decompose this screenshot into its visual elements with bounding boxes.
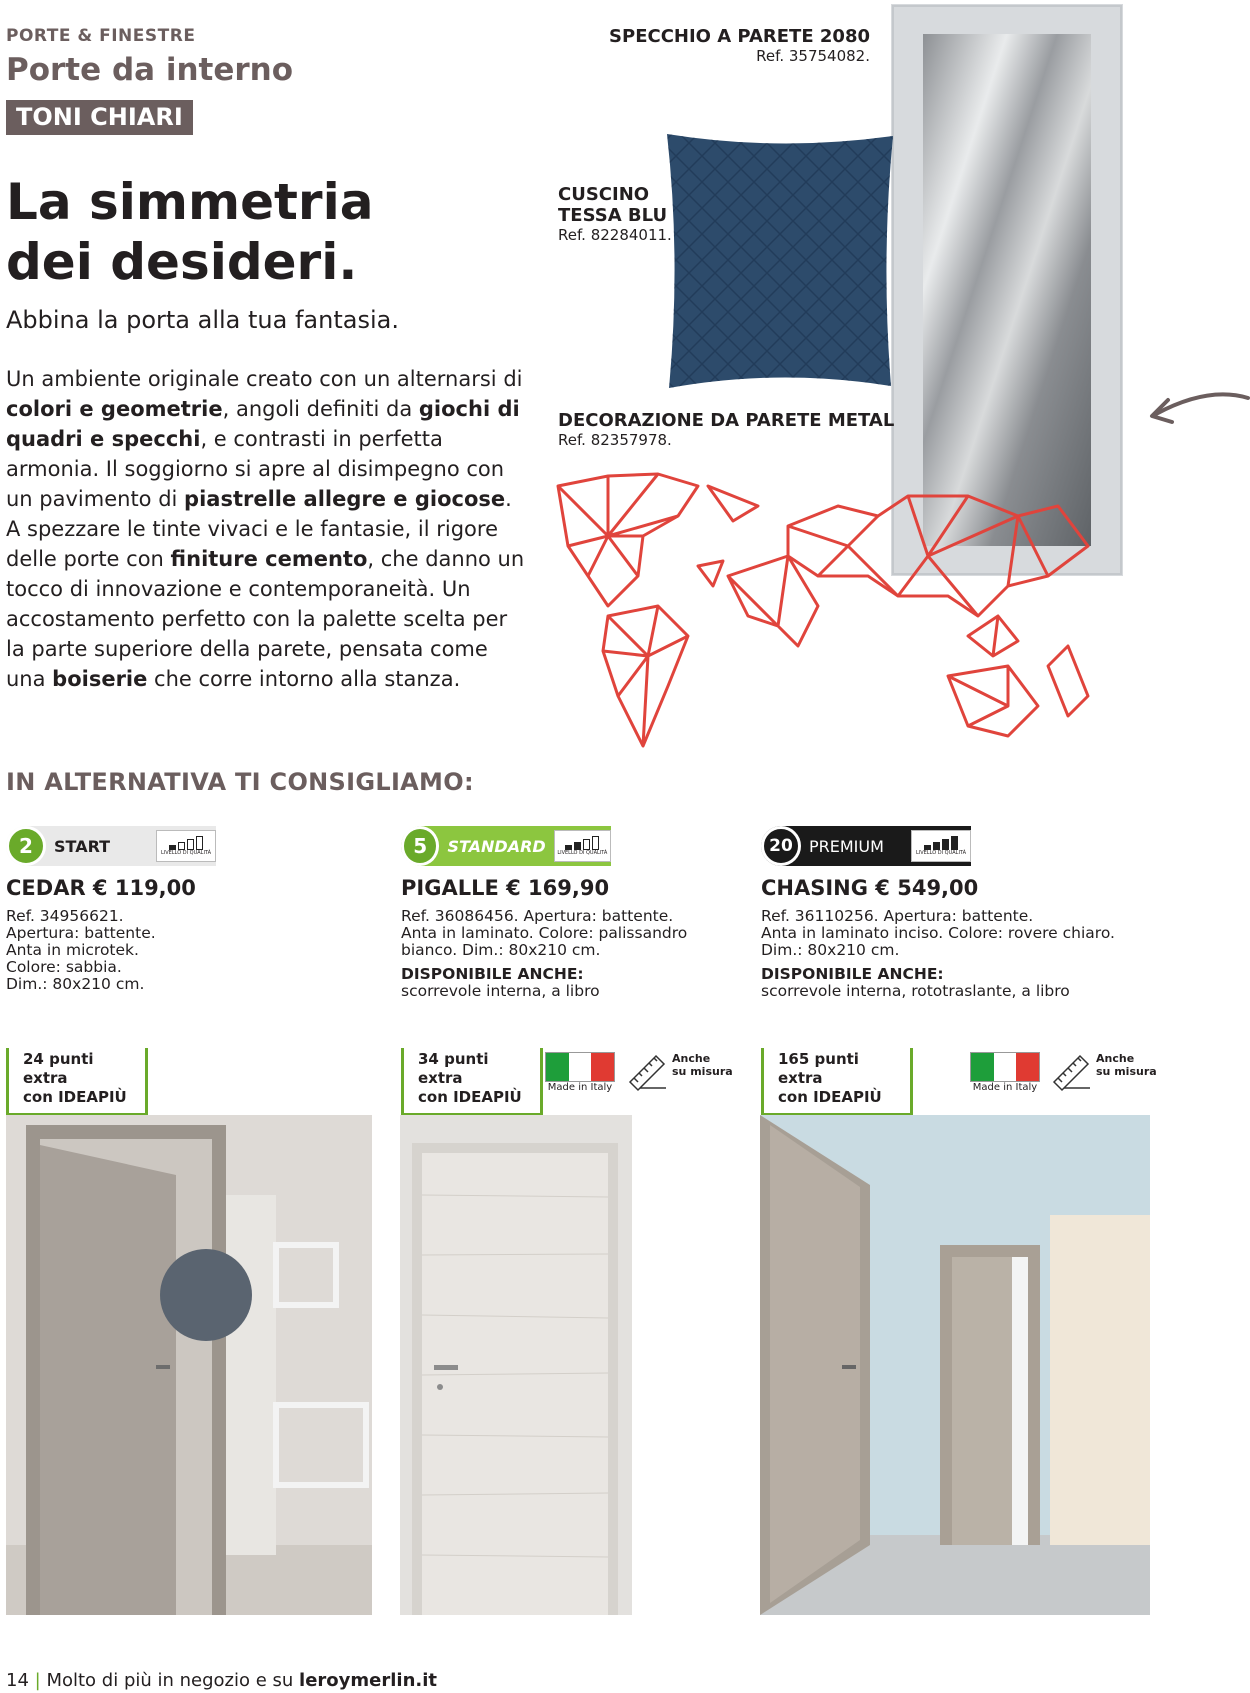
chasing-door-photo (760, 1115, 1150, 1615)
tier-label: PREMIUM (809, 836, 884, 856)
cushion-caption (558, 184, 672, 244)
made-in-italy-badge (970, 1052, 1040, 1093)
quality-level-label: LIVELLO DI QUALITÀ (915, 850, 967, 856)
points-line-1: 34 punti extra (418, 1050, 489, 1087)
desc-line: Anta in laminato. Colore: palissandro (401, 924, 688, 942)
product-card-chasing (761, 826, 1115, 1000)
made-in-italy-badge (545, 1052, 615, 1093)
available-heading: DISPONIBILE ANCHE: (761, 965, 944, 983)
cushion-ref: Ref. 82284011. (558, 226, 672, 244)
section-label: PORTE & FINESTRE (6, 26, 196, 46)
subheadline: Abbina la porta alla tua fantasia. (6, 306, 399, 334)
headline (6, 172, 373, 292)
paragraph-bold-segment: piastrelle allegre e giocose (184, 487, 506, 511)
points-line-1: 165 punti extra (778, 1050, 859, 1087)
points-line-2: con IDEAPIÙ (418, 1088, 522, 1106)
product-name: CEDAR € 119,00 (6, 876, 196, 900)
desc-line: bianco. Dim.: 80x210 cm. (401, 941, 601, 959)
cushion-name-line-2: TESSA BLU (558, 205, 668, 226)
guarantee-years-circle: 5 (401, 826, 439, 866)
cushion-name-line-1: CUSCINO (558, 184, 650, 205)
curved-arrow-icon (1138, 386, 1250, 436)
tier-label: STANDARD (447, 836, 546, 856)
decoration-caption (558, 410, 894, 449)
pigalle-door-photo (400, 1115, 632, 1615)
geometric-world-map-icon (548, 466, 1108, 778)
italy-flag-icon (970, 1052, 1040, 1082)
product-description (401, 908, 687, 959)
made-to-measure-label (672, 1052, 733, 1078)
paragraph-segment: , e contrasti in perfetta armonia. Il soggiorno si apre al disimpegno con un pavimento di (6, 427, 505, 511)
made-to-measure-line-2: su misura (1096, 1065, 1157, 1078)
desc-line: Ref. 36110256. Apertura: battente. (761, 907, 1034, 925)
paragraph-segment: , angoli definiti da (222, 397, 419, 421)
desc-line: Anta in laminato inciso. Colore: rovere chiaro. (761, 924, 1115, 942)
quality-level-indicator (156, 830, 216, 862)
desc-line: Ref. 34956621. (6, 907, 124, 925)
points-line-2: con IDEAPIÙ (23, 1088, 127, 1106)
ruler-icon (1050, 1052, 1092, 1092)
mirror-name: SPECCHIO A PARETE 2080 (609, 26, 870, 47)
cushion-image (663, 130, 895, 392)
ruler-icon (626, 1052, 668, 1092)
guarantee-badge (401, 826, 611, 866)
headline-line-1: La simmetria (6, 173, 374, 231)
desc-line: Colore: sabbia. (6, 958, 122, 976)
product-name: CHASING € 549,00 (761, 876, 979, 900)
made-to-measure-badge (626, 1052, 733, 1092)
paragraph-segment: , che danno un tocco di innovazione e contemporaneità. Un accostamento perfetto con la palette scelta per la parte superiore della parete, pensata come una (6, 547, 525, 691)
quality-level-label: LIVELLO DI QUALITÀ (557, 850, 608, 856)
guarantee-badge (761, 826, 971, 866)
world-map-decoration (548, 466, 1108, 778)
product-description (6, 908, 216, 993)
desc-line: Dim.: 80x210 cm. (761, 941, 900, 959)
mirror-ref: Ref. 35754082. (756, 47, 870, 65)
guarantee-years-circle: 2 (6, 826, 46, 866)
footer-separator: | (34, 1670, 41, 1691)
intro-paragraph (6, 364, 526, 694)
mirror-caption (600, 26, 870, 65)
quality-level-label: LIVELLO DI QUALITÀ (160, 850, 212, 856)
section-title: Porte da interno (6, 52, 294, 88)
quality-level-indicator (554, 830, 611, 862)
quality-level-indicator (911, 830, 971, 862)
decoration-name: DECORAZIONE DA PARETE METAL (558, 410, 895, 431)
desc-line: Ref. 36086456. Apertura: battente. (401, 907, 674, 925)
paragraph-segment: . A spezzare le tinte vivaci e le fantasie, il rigore delle porte con (6, 487, 512, 571)
product-card-pigalle (401, 826, 687, 1000)
product-card-cedar (6, 826, 216, 993)
cedar-door-scene (6, 1115, 372, 1615)
points-line-2: con IDEAPIÙ (778, 1088, 882, 1106)
available-options: scorrevole interna, a libro (401, 982, 600, 1000)
quality-bars-icon (565, 836, 599, 850)
desc-line: Apertura: battente. (6, 924, 156, 942)
available-options: scorrevole interna, rototraslante, a libro (761, 982, 1070, 1000)
paragraph-bold-segment: finiture cemento (170, 547, 368, 571)
decoration-ref: Ref. 82357978. (558, 431, 672, 449)
points-line-1: 24 punti extra (23, 1050, 94, 1087)
available-heading: DISPONIBILE ANCHE: (401, 965, 584, 983)
footer-site-link[interactable]: leroymerlin.it (299, 1670, 438, 1691)
points-box (761, 1048, 913, 1116)
italy-flag-icon (545, 1052, 615, 1082)
footer-text: Molto di più in negozio e su (46, 1670, 300, 1691)
made-in-label: Made in Italy (972, 1082, 1038, 1093)
guarantee-badge (6, 826, 216, 866)
quality-bars-icon (169, 836, 203, 850)
made-to-measure-label (1096, 1052, 1157, 1078)
tier-label: START (54, 836, 111, 856)
paragraph-bold-segment: boiserie (52, 667, 148, 691)
desc-line: Dim.: 80x210 cm. (6, 975, 145, 993)
made-to-measure-line-2: su misura (672, 1065, 733, 1078)
made-to-measure-line-1: Anche (672, 1052, 711, 1065)
footer (6, 1670, 437, 1691)
made-to-measure-badge (1050, 1052, 1157, 1092)
paragraph-segment: Un ambiente originale creato con un alternarsi di (6, 367, 523, 391)
paragraph-segment: che corre intorno alla stanza. (147, 667, 461, 691)
points-box (6, 1048, 148, 1116)
headline-line-2: dei desideri. (6, 233, 358, 291)
category-tag: TONI CHIARI (6, 100, 193, 135)
paragraph-bold-segment: colori e geometrie (6, 397, 223, 421)
cushion-illustration (663, 130, 895, 392)
alternatives-title: IN ALTERNATIVA TI CONSIGLIAMO: (6, 768, 474, 796)
points-box (401, 1048, 543, 1116)
pigalle-door-scene (400, 1115, 632, 1615)
desc-line: Anta in microtek. (6, 941, 139, 959)
cedar-door-photo (6, 1115, 372, 1615)
arrow-icon (1138, 386, 1250, 440)
product-description (761, 908, 1115, 959)
chasing-door-scene (760, 1115, 1150, 1615)
guarantee-years-circle: 20 (761, 826, 801, 866)
made-in-label: Made in Italy (547, 1082, 613, 1093)
product-name: PIGALLE € 169,90 (401, 876, 610, 900)
page-number: 14 (6, 1670, 29, 1691)
paragraph-bold-segment: giochi di quadri e specchi (6, 397, 520, 451)
quality-bars-icon (924, 836, 958, 850)
made-to-measure-line-1: Anche (1096, 1052, 1135, 1065)
